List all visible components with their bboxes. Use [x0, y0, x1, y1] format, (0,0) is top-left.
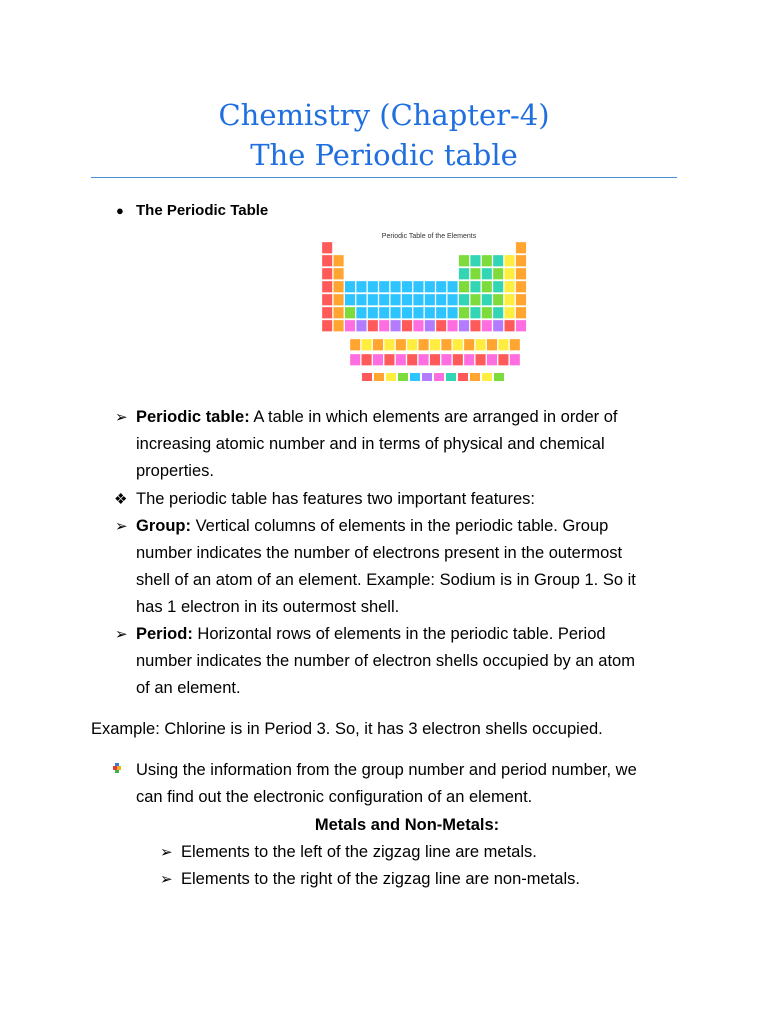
element-cell [368, 307, 378, 319]
periodic-table-image [316, 226, 542, 400]
legend-swatch [374, 373, 384, 381]
element-cell [470, 307, 480, 319]
element-cell [379, 307, 389, 319]
element-cell [459, 320, 469, 332]
arrow-bullet-icon: ➢ [160, 871, 173, 888]
element-cell [459, 281, 469, 293]
element-cell [350, 339, 360, 351]
element-cell [333, 281, 343, 293]
period-line-3: of an element. [136, 679, 241, 697]
metals-item-2: Elements to the right of the zigzag line are non-metals. [181, 870, 580, 888]
element-cell [430, 354, 440, 366]
element-cell [447, 281, 457, 293]
title-divider [91, 177, 677, 178]
element-cell [390, 320, 400, 332]
arrow-bullet-icon: ➢ [115, 626, 128, 643]
element-cell [470, 255, 480, 267]
element-cell [402, 281, 412, 293]
legend-swatch [482, 373, 492, 381]
element-cell [390, 281, 400, 293]
legend-swatch [434, 373, 444, 381]
element-cell [453, 339, 463, 351]
element-cell [516, 307, 526, 319]
element-cell [493, 307, 503, 319]
element-cell [425, 307, 435, 319]
element-cell [475, 339, 485, 351]
element-cell [413, 307, 423, 319]
element-cell [447, 320, 457, 332]
element-cell [322, 294, 332, 306]
group-line-4: has 1 electron in its outermost shell. [136, 598, 400, 616]
element-cell [504, 281, 514, 293]
element-cell [498, 339, 508, 351]
legend-swatch [362, 373, 372, 381]
element-cell [436, 294, 446, 306]
element-cell [436, 320, 446, 332]
periodic-table-line-1 [136, 404, 618, 431]
element-cell [493, 281, 503, 293]
element-cell [498, 354, 508, 366]
element-cell [470, 281, 480, 293]
element-cell [361, 354, 371, 366]
element-cell [379, 320, 389, 332]
element-cell [459, 307, 469, 319]
legend-swatch [446, 373, 456, 381]
element-cell [322, 307, 332, 319]
periodic-table-label: Periodic table: [136, 408, 250, 426]
element-cell [368, 281, 378, 293]
element-cell [516, 242, 526, 254]
group-label: Group: [136, 517, 191, 535]
info-line-2: can find out the electronic configuration of an element. [136, 788, 533, 806]
element-cell [482, 255, 492, 267]
element-cell [447, 307, 457, 319]
element-cell [447, 294, 457, 306]
element-cell [350, 354, 360, 366]
element-cell [418, 339, 428, 351]
element-cell [407, 339, 417, 351]
element-cell [516, 255, 526, 267]
element-cell [516, 320, 526, 332]
arrow-bullet-icon: ➢ [115, 518, 128, 535]
element-cell [504, 320, 514, 332]
diamond-bullet-icon: ❖ [114, 491, 128, 508]
arrow-bullet-icon: ➢ [115, 409, 128, 426]
element-cell [516, 268, 526, 280]
legend-swatch [398, 373, 408, 381]
legend-swatch [410, 373, 420, 381]
element-cell [470, 320, 480, 332]
element-cell [464, 339, 474, 351]
periodic-table-definition: A table in which elements are arranged in order of [249, 408, 618, 426]
element-cell [368, 294, 378, 306]
element-cell [436, 307, 446, 319]
legend-swatch [422, 373, 432, 381]
element-cell [407, 354, 417, 366]
element-cell [425, 294, 435, 306]
element-cell [470, 294, 480, 306]
element-cell [345, 281, 355, 293]
element-cell [493, 294, 503, 306]
periodic-table-line-3: properties. [136, 462, 214, 480]
element-cell [504, 255, 514, 267]
element-cell [356, 307, 366, 319]
element-cell [413, 281, 423, 293]
element-cell [361, 339, 371, 351]
element-cell [322, 242, 332, 254]
group-definition: Vertical columns of elements in the periodic table. Group [191, 517, 609, 535]
colored-flag-icon [113, 763, 123, 773]
legend-swatch [458, 373, 468, 381]
periodic-table-line-2: increasing atomic number and in terms of physical and chemical [136, 435, 605, 453]
periodic-table-image-title: Periodic Table of the Elements [381, 233, 477, 240]
element-cell [482, 294, 492, 306]
element-cell [482, 281, 492, 293]
element-cell [396, 354, 406, 366]
element-cell [413, 294, 423, 306]
period-definition: Horizontal rows of elements in the periodic table. Period [192, 625, 606, 643]
element-cell [516, 281, 526, 293]
element-cell [425, 281, 435, 293]
example-paragraph: Example: Chlorine is in Period 3. So, it has 3 electron shells occupied. [91, 720, 603, 738]
element-cell [345, 320, 355, 332]
period-label: Period: [136, 625, 193, 643]
element-cell [453, 354, 463, 366]
element-cell [333, 294, 343, 306]
arrow-bullet-icon: ➢ [160, 844, 173, 861]
element-cell [379, 294, 389, 306]
metals-item-1: Elements to the left of the zigzag line are metals. [181, 843, 537, 861]
element-cell [402, 320, 412, 332]
element-cell [384, 339, 394, 351]
element-cell [356, 281, 366, 293]
element-cell [390, 307, 400, 319]
element-cell [459, 255, 469, 267]
element-cell [322, 268, 332, 280]
element-cell [504, 307, 514, 319]
element-cell [322, 255, 332, 267]
element-cell [504, 268, 514, 280]
element-cell [373, 354, 383, 366]
element-cell [333, 320, 343, 332]
element-cell [368, 320, 378, 332]
element-cell [475, 354, 485, 366]
element-cell [441, 339, 451, 351]
element-cell [436, 281, 446, 293]
info-line-1: Using the information from the group number and period number, we [136, 761, 637, 779]
element-cell [482, 307, 492, 319]
legend-swatch [470, 373, 480, 381]
legend-swatch [386, 373, 396, 381]
element-cell [487, 339, 497, 351]
element-cell [345, 294, 355, 306]
element-cell [384, 354, 394, 366]
element-cell [396, 339, 406, 351]
element-cell [516, 294, 526, 306]
element-cell [333, 268, 343, 280]
element-cell [333, 255, 343, 267]
element-cell [482, 320, 492, 332]
element-cell [356, 294, 366, 306]
element-cell [373, 339, 383, 351]
section-heading: The Periodic Table [136, 202, 269, 219]
element-cell [441, 354, 451, 366]
features-line: The periodic table has features two important features: [136, 490, 535, 508]
chapter-title: Chemistry (Chapter-4) [218, 98, 550, 132]
element-cell [356, 320, 366, 332]
element-cell [345, 307, 355, 319]
element-cell [459, 294, 469, 306]
element-cell [493, 320, 503, 332]
metals-heading: Metals and Non-Metals: [314, 816, 500, 834]
element-cell [482, 268, 492, 280]
element-cell [493, 268, 503, 280]
element-cell [487, 354, 497, 366]
bullet-dot-icon: ● [116, 203, 124, 218]
group-line-1 [136, 513, 608, 540]
element-cell [510, 354, 520, 366]
element-cell [470, 268, 480, 280]
element-cell [322, 320, 332, 332]
element-cell [493, 255, 503, 267]
element-cell [418, 354, 428, 366]
period-line-2: number indicates the number of electron shells occupied by an atom [136, 652, 635, 670]
element-cell [430, 339, 440, 351]
element-cell [390, 294, 400, 306]
element-cell [504, 294, 514, 306]
element-cell [464, 354, 474, 366]
element-cell [510, 339, 520, 351]
chapter-subtitle: The Periodic table [250, 138, 518, 172]
element-cell [402, 294, 412, 306]
element-cell [402, 307, 412, 319]
element-cell [413, 320, 423, 332]
element-cell [333, 307, 343, 319]
element-cell [322, 281, 332, 293]
period-line-1 [136, 621, 606, 648]
element-cell [379, 281, 389, 293]
element-cell [425, 320, 435, 332]
group-line-2: number indicates the number of electrons present in the outermost [136, 544, 623, 562]
group-line-3: shell of an atom of an element. Example: Sodium is in Group 1. So it [136, 571, 636, 589]
legend-swatch [494, 373, 504, 381]
element-cell [459, 268, 469, 280]
